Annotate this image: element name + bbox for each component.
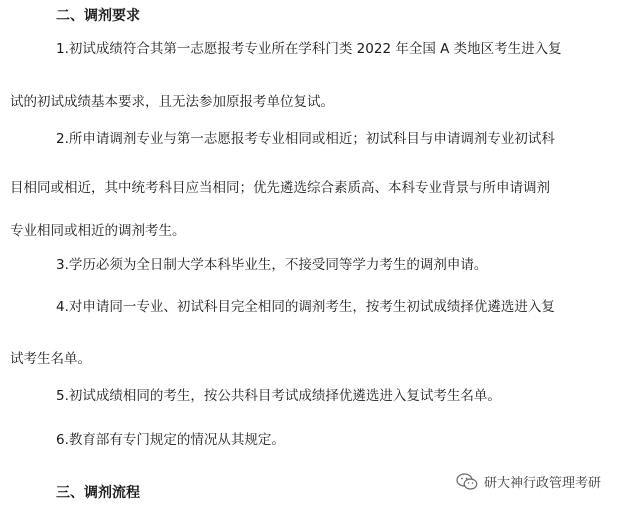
item-2-line-3: 专业相同或相近的调剂考生。 — [10, 223, 186, 239]
item-2-line-1: 2.所申请调剂专业与第一志愿报考专业相同或相近；初试科目与申请调剂专业初试科 — [56, 131, 555, 147]
item-4-line-1: 4.对申请同一专业、初试科目完全相同的调剂考生，按考生初试成绩择优遴选进入复 — [56, 299, 555, 315]
item-1-line-1: 1.初试成绩符合其第一志愿报考专业所在学科门类 2022 年全国 A 类地区考生进入复 — [56, 41, 562, 57]
watermark-text: 研大神行政管理考研 — [484, 476, 602, 491]
item-2-line-2: 目相同或相近，其中统考科目应当相同；优先遴选综合素质高、本科专业背景与所申请调剂 — [10, 180, 550, 196]
section-2-heading: 二、调剂要求 — [56, 8, 140, 24]
item-6-line-1: 6.教育部有专门规定的情况从其规定。 — [56, 432, 285, 448]
item-3-line-1: 3.学历必须为全日制大学本科毕业生，不接受同等学力考生的调剂申请。 — [56, 257, 488, 273]
item-4-line-2: 试考生名单。 — [10, 351, 91, 367]
item-5-line-1: 5.初试成绩相同的考生，按公共科目考试成绩择优遴选进入复试考生名单。 — [56, 388, 501, 404]
section-3-heading: 三、调剂流程 — [56, 485, 140, 501]
wechat-icon — [456, 473, 478, 491]
item-1-line-2: 试的初试成绩基本要求，且无法参加原报考单位复试。 — [10, 94, 334, 110]
watermark — [456, 472, 601, 491]
